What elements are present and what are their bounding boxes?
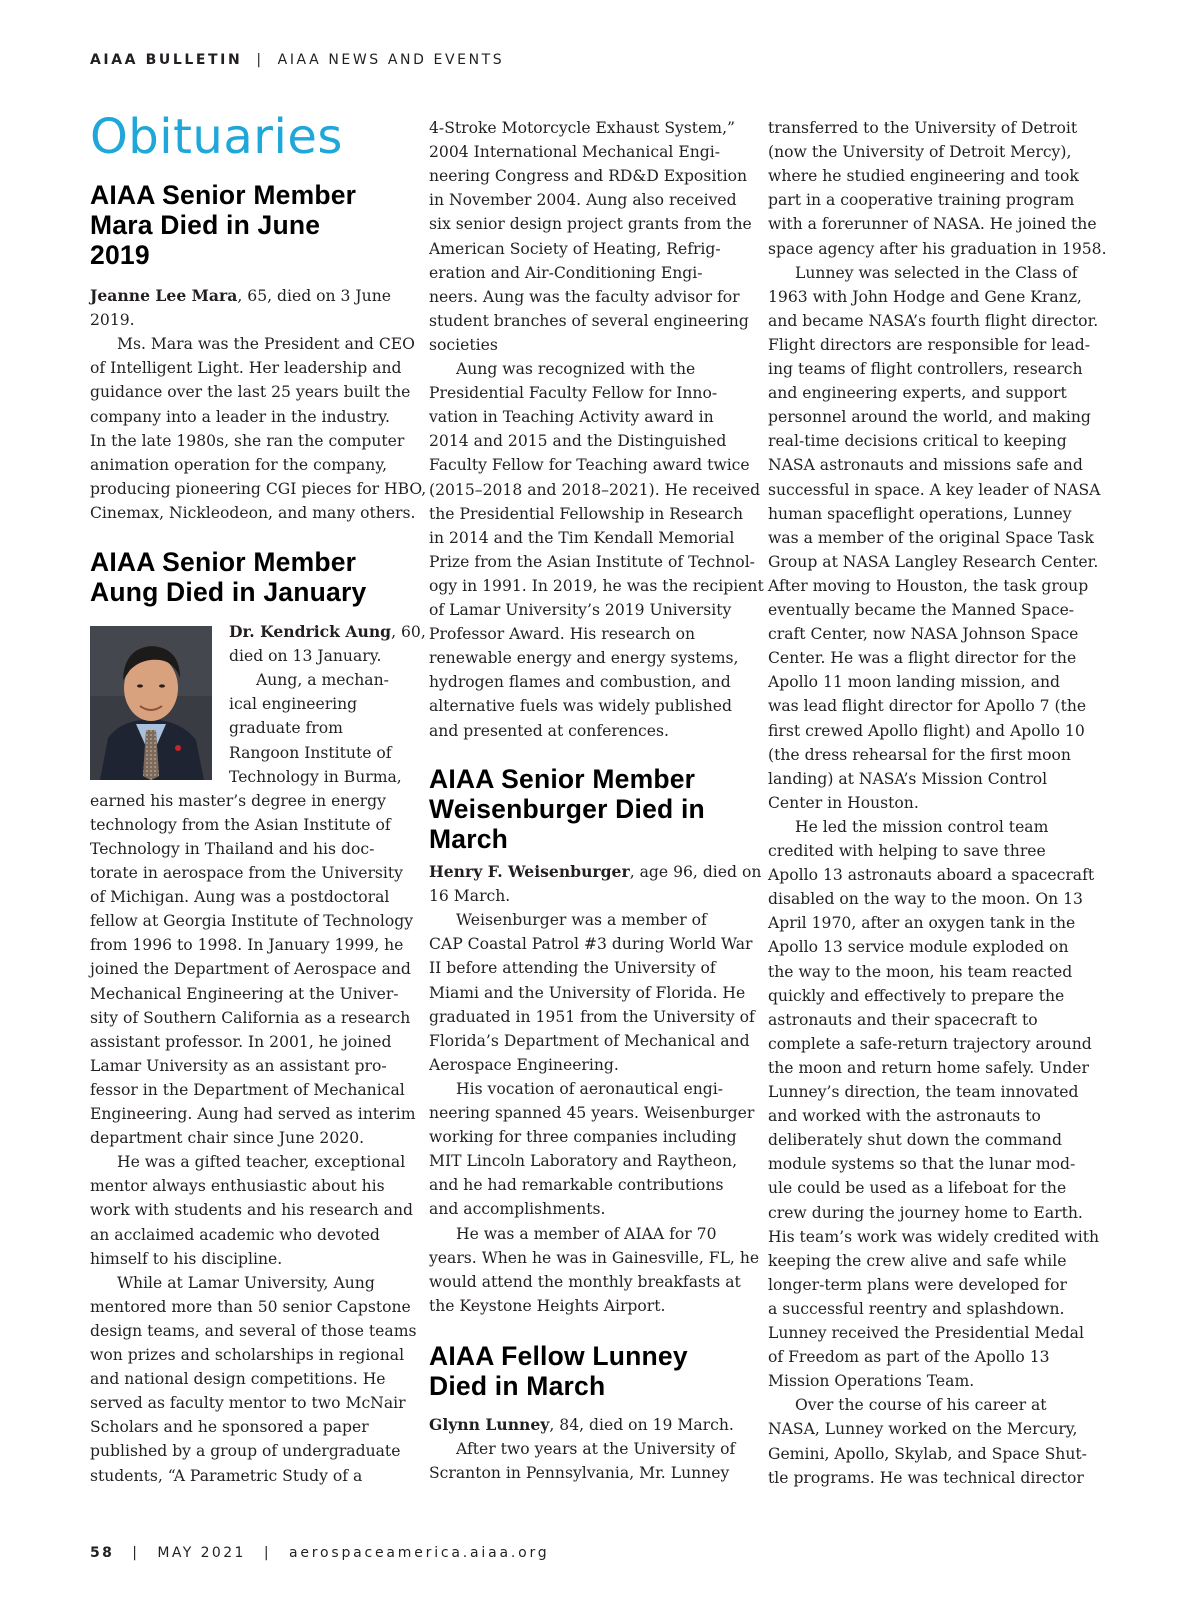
text-line: of Michigan. Aung was a postdoctoral xyxy=(90,888,390,907)
page-footer xyxy=(90,1545,549,1561)
obituary-heading-weisenburger xyxy=(429,764,705,854)
text-line: assistant professor. In 2001, he joined xyxy=(90,1032,392,1051)
text-line: MIT Lincoln Laboratory and Raytheon, xyxy=(429,1152,738,1171)
text-line: Prize from the Asian Institute of Technol- xyxy=(429,552,755,571)
text-line: and became NASA’s fourth flight director. xyxy=(768,311,1099,330)
text-line: Rangoon Institute of xyxy=(229,743,392,762)
text-line: ule could be used as a lifeboat for the xyxy=(768,1179,1067,1198)
text-line: was lead flight director for Apollo 7 (the xyxy=(768,697,1087,716)
obituary-heading-aung xyxy=(90,547,366,607)
text-line: guidance over the last 25 years built the xyxy=(90,383,411,402)
lead-line xyxy=(429,1413,734,1437)
text-line: Lunney received the Presidential Medal xyxy=(768,1324,1084,1342)
text-line: was a member of the original Space Task xyxy=(768,528,1094,547)
text-line: 1963 with John Hodge and Gene Kranz, xyxy=(768,287,1082,306)
footer-separator: | xyxy=(263,1545,271,1561)
text-line: and presented at conferences. xyxy=(429,721,669,740)
text-line: joined the Department of Aerospace and xyxy=(90,960,411,979)
text-line: Mission Operations Team. xyxy=(768,1372,975,1391)
text-line: Gemini, Apollo, Skylab, and Space Shut- xyxy=(768,1444,1087,1463)
text-line: neering spanned 45 years. Weisenburger xyxy=(429,1104,755,1122)
text-line: from 1996 to 1998. In January 1999, he xyxy=(90,936,404,955)
text-line: the Presidential Fellowship in Research xyxy=(429,504,743,523)
text-line: After moving to Houston, the task group xyxy=(768,576,1089,595)
section-label: AIAA BULLETIN xyxy=(90,52,243,68)
text-line: company into a leader in the industry. xyxy=(90,407,390,426)
text-line: hydrogen flames and combustion, and xyxy=(429,673,731,692)
header-separator: | xyxy=(256,52,264,68)
lead-line xyxy=(90,284,391,308)
text-line: years. When he was in Gainesville, FL, he xyxy=(429,1248,760,1267)
text-line: 2014 and 2015 and the Distinguished xyxy=(429,432,727,451)
text-line: the moon and return home safely. Under xyxy=(768,1058,1089,1077)
text-line: (the dress rehearsal for the first moon xyxy=(768,745,1071,764)
portrait-image xyxy=(90,626,212,780)
text-line: keeping the crew alive and safe while xyxy=(768,1251,1067,1270)
text-line: the Keystone Heights Airport. xyxy=(429,1296,666,1315)
deceased-name: Jeanne Lee Mara xyxy=(90,286,238,305)
text-line: landing) at NASA’s Mission Control xyxy=(768,769,1048,788)
obituary-heading-mara xyxy=(90,180,356,270)
text-line: 2004 International Mechanical Engi- xyxy=(429,143,720,162)
text-line: ical engineering xyxy=(229,695,358,714)
text-line: producing pioneering CGI pieces for HBO, xyxy=(90,479,427,498)
text-line: graduate from xyxy=(229,719,343,738)
text-line: renewable energy and energy systems, xyxy=(429,649,739,668)
text-line: (2015–2018 and 2018–2021). He received xyxy=(429,480,761,499)
text-line: Center in Houston. xyxy=(768,793,919,812)
text-line: complete a safe-return trajectory around xyxy=(768,1034,1092,1053)
text-line: longer-term plans were developed for xyxy=(768,1275,1067,1294)
heading-line: AIAA Senior Member xyxy=(90,180,357,210)
text-line: ing teams of flight controllers, research xyxy=(768,360,1083,378)
page-number: 58 xyxy=(90,1545,115,1561)
text-line: an acclaimed academic who devoted xyxy=(90,1225,380,1244)
heading-line: Weisenburger Died in xyxy=(429,794,705,824)
text-line: earned his master’s degree in energy xyxy=(90,791,386,810)
text-line: While at Lamar University, Aung xyxy=(117,1273,375,1292)
text-line: work with students and his research and xyxy=(90,1201,413,1220)
text-line: vation in Teaching Activity award in xyxy=(429,408,714,427)
text-line: quickly and effectively to prepare the xyxy=(768,986,1065,1005)
text-line: first crewed Apollo flight) and Apollo 10 xyxy=(768,721,1085,740)
subsection-label: AIAA NEWS AND EVENTS xyxy=(277,52,505,68)
text-line: mentor always enthusiastic about his xyxy=(90,1177,385,1196)
text-line: He was a gifted teacher, exceptional xyxy=(117,1153,406,1172)
text-line: NASA, Lunney worked on the Mercury, xyxy=(768,1420,1078,1439)
text-line: ogy in 1991. In 2019, he was the recipient xyxy=(429,576,764,595)
text-line: of Freedom as part of the Apollo 13 xyxy=(768,1348,1050,1367)
text-line: credited with helping to save three xyxy=(768,842,1046,860)
text-line: Weisenburger was a member of xyxy=(456,911,707,930)
text-line: Professor Award. His research on xyxy=(429,625,696,644)
text-line: His vocation of aeronautical engi- xyxy=(456,1079,724,1098)
text-line: space agency after his graduation in 1958. xyxy=(768,239,1107,258)
text-line: six senior design project grants from the xyxy=(429,215,752,234)
text-line: Engineering. Aung had served as interim xyxy=(90,1105,416,1123)
text-line: in November 2004. Aung also received xyxy=(429,191,737,210)
text-line: personnel around the world, and making xyxy=(768,408,1091,427)
text-line: Lunney’s direction, the team innovated xyxy=(768,1083,1079,1101)
website-link[interactable]: aerospaceamerica.aiaa.org xyxy=(288,1545,550,1561)
text-line: human spaceflight operations, Lunney xyxy=(768,504,1072,523)
text-line: disabled on the way to the moon. On 13 xyxy=(768,890,1083,909)
text-line: real-time decisions critical to keeping xyxy=(768,432,1067,451)
text-line: fessor in the Department of Mechanical xyxy=(90,1080,405,1099)
text-line: where he studied engineering and took xyxy=(768,167,1079,186)
text-line: Apollo 11 moon landing mission, and xyxy=(768,673,1061,692)
text-line: Apollo 13 astronauts aboard a spacecraft xyxy=(768,866,1095,885)
text-line: 2019. xyxy=(90,311,135,330)
lead-text: , 84, died on 19 March. xyxy=(549,1416,734,1434)
text-line: neers. Aung was the faculty advisor for xyxy=(429,287,740,306)
text-line: would attend the monthly breakfasts at xyxy=(429,1272,741,1291)
text-line: crew during the journey home to Earth. xyxy=(768,1203,1083,1222)
text-line: His team’s work was widely credited with xyxy=(768,1227,1100,1246)
deceased-name: Glynn Lunney xyxy=(429,1415,550,1434)
page-title: Obituaries xyxy=(90,109,343,165)
text-line: module systems so that the lunar mod- xyxy=(768,1155,1076,1174)
text-line: sity of Southern California as a research xyxy=(90,1008,411,1027)
text-line: and national design competitions. He xyxy=(90,1370,386,1389)
text-line: and he had remarkable contributions xyxy=(429,1176,724,1195)
text-line: Miami and the University of Florida. He xyxy=(429,983,746,1002)
lead-line xyxy=(429,860,761,884)
deceased-name: Dr. Kendrick Aung xyxy=(229,622,392,641)
text-line: Lunney was selected in the Class of xyxy=(795,263,1078,282)
text-line: with a forerunner of NASA. He joined the xyxy=(768,215,1097,234)
text-line: a successful reentry and splashdown. xyxy=(768,1299,1065,1318)
text-line: Aung was recognized with the xyxy=(456,360,696,378)
text-line: After two years at the University of xyxy=(456,1440,736,1459)
text-line: Apollo 13 service module exploded on xyxy=(768,938,1069,957)
text-line: Scholars and he sponsored a paper xyxy=(90,1418,369,1437)
text-line: Group at NASA Langley Research Center. xyxy=(768,552,1099,571)
text-line: graduated in 1951 from the University of xyxy=(429,1007,755,1026)
text-line: himself to his discipline. xyxy=(90,1249,283,1268)
text-line: societies xyxy=(429,335,498,354)
text-line: and engineering experts, and support xyxy=(768,384,1067,403)
text-line: alternative fuels was widely published xyxy=(429,697,732,716)
text-line: Mechanical Engineering at the Univer- xyxy=(90,984,399,1003)
text-line: American Society of Heating, Refrig- xyxy=(429,239,721,258)
text-line: published by a group of undergraduate xyxy=(90,1442,401,1461)
text-line: animation operation for the company, xyxy=(90,455,388,474)
heading-line: March xyxy=(429,824,509,854)
footer-separator: | xyxy=(132,1545,140,1561)
text-line: 16 March. xyxy=(429,887,511,906)
text-line: in 2014 and the Tim Kendall Memorial xyxy=(429,528,735,547)
text-line: Aerospace Engineering. xyxy=(429,1055,619,1074)
text-line: of Lamar University’s 2019 University xyxy=(429,601,732,619)
text-line: NASA astronauts and missions safe and xyxy=(768,456,1083,475)
lead-text: , age 96, died on xyxy=(629,863,762,881)
text-line: astronauts and their spacecraft to xyxy=(768,1010,1038,1029)
text-line: students, “A Parametric Study of a xyxy=(90,1466,363,1485)
text-line: Florida’s Department of Mechanical and xyxy=(429,1031,750,1050)
text-line: department chair since June 2020. xyxy=(90,1129,365,1148)
text-line: Technology in Thailand and his doc- xyxy=(90,839,375,858)
text-line: II before attending the University of xyxy=(429,959,716,978)
text-line: Cinemax, Nickleodeon, and many others. xyxy=(90,503,416,522)
text-line: working for three companies including xyxy=(429,1128,737,1147)
lead-line xyxy=(229,620,426,644)
text-line: Scranton in Pennsylvania, Mr. Lunney xyxy=(429,1464,730,1483)
text-line: Ms. Mara was the President and CEO xyxy=(117,335,415,354)
text-line: He led the mission control team xyxy=(795,817,1049,836)
text-line: died on 13 January. xyxy=(229,647,382,666)
text-line: Technology in Burma, xyxy=(229,767,402,786)
text-line: part in a cooperative training program xyxy=(768,191,1075,210)
text-line: technology from the Asian Institute of xyxy=(90,815,391,834)
text-line: transferred to the University of Detroit xyxy=(768,119,1078,137)
heading-line: 2019 xyxy=(90,240,150,270)
text-line: student branches of several engineering xyxy=(429,311,749,330)
text-line: design teams, and several of those teams xyxy=(90,1321,417,1340)
portrait-photo-aung xyxy=(90,626,212,780)
text-line: Lamar University as an assistant pro- xyxy=(90,1056,387,1075)
lead-text: , 65, died on 3 June xyxy=(237,287,391,305)
text-line: served as faculty mentor to two McNair xyxy=(90,1394,406,1413)
text-line: Center. He was a flight director for the xyxy=(768,649,1077,668)
obituary-heading-lunney xyxy=(429,1341,688,1401)
issue-date: MAY 2021 xyxy=(157,1545,246,1561)
text-line: He was a member of AIAA for 70 xyxy=(456,1224,717,1243)
heading-line: AIAA Senior Member xyxy=(90,547,357,577)
heading-line: Aung Died in January xyxy=(90,577,367,607)
text-line: craft Center, now NASA Johnson Space xyxy=(768,625,1079,644)
heading-line: Mara Died in June xyxy=(90,210,321,240)
text-line: fellow at Georgia Institute of Technology xyxy=(90,912,414,931)
text-line: of Intelligent Light. Her leadership and xyxy=(90,359,402,378)
text-line: CAP Coastal Patrol #3 during World War xyxy=(429,935,753,954)
text-line: Faculty Fellow for Teaching award twice xyxy=(429,456,750,475)
text-line: (now the University of Detroit Mercy), xyxy=(768,143,1072,162)
heading-line: AIAA Senior Member xyxy=(429,764,696,794)
text-line: mentored more than 50 senior Capstone xyxy=(90,1297,411,1316)
text-line: Over the course of his career at xyxy=(795,1396,1047,1415)
text-line: and worked with the astronauts to xyxy=(768,1107,1041,1126)
text-line: 4-Stroke Motorcycle Exhaust System,” xyxy=(429,119,736,137)
text-line: the way to the moon, his team reacted xyxy=(768,962,1073,981)
text-line: April 1970, after an oxygen tank in the xyxy=(768,914,1076,933)
text-line: eventually became the Manned Space- xyxy=(768,601,1075,619)
text-line: neering Congress and RD&D Exposition xyxy=(429,167,747,186)
text-line: successful in space. A key leader of NASA xyxy=(768,480,1101,499)
text-line: and accomplishments. xyxy=(429,1200,606,1219)
lead-text: , 60, xyxy=(391,623,426,641)
text-line: Aung, a mechan- xyxy=(256,671,389,690)
text-line: deliberately shut down the command xyxy=(768,1131,1062,1150)
text-line: In the late 1980s, she ran the computer xyxy=(90,431,405,450)
text-line: won prizes and scholarships in regional xyxy=(90,1346,405,1364)
deceased-name: Henry F. Weisenburger xyxy=(429,862,630,881)
text-line: torate in aerospace from the University xyxy=(90,864,403,882)
text-line: tle programs. He was technical director xyxy=(768,1468,1084,1487)
text-line: Presidential Faculty Fellow for Inno- xyxy=(429,384,718,403)
heading-line: Died in March xyxy=(429,1371,606,1401)
text-line: eration and Air-Conditioning Engi- xyxy=(429,263,703,282)
text-line: Flight directors are responsible for lead- xyxy=(768,335,1091,354)
heading-line: AIAA Fellow Lunney xyxy=(429,1341,688,1371)
running-head xyxy=(90,52,504,68)
